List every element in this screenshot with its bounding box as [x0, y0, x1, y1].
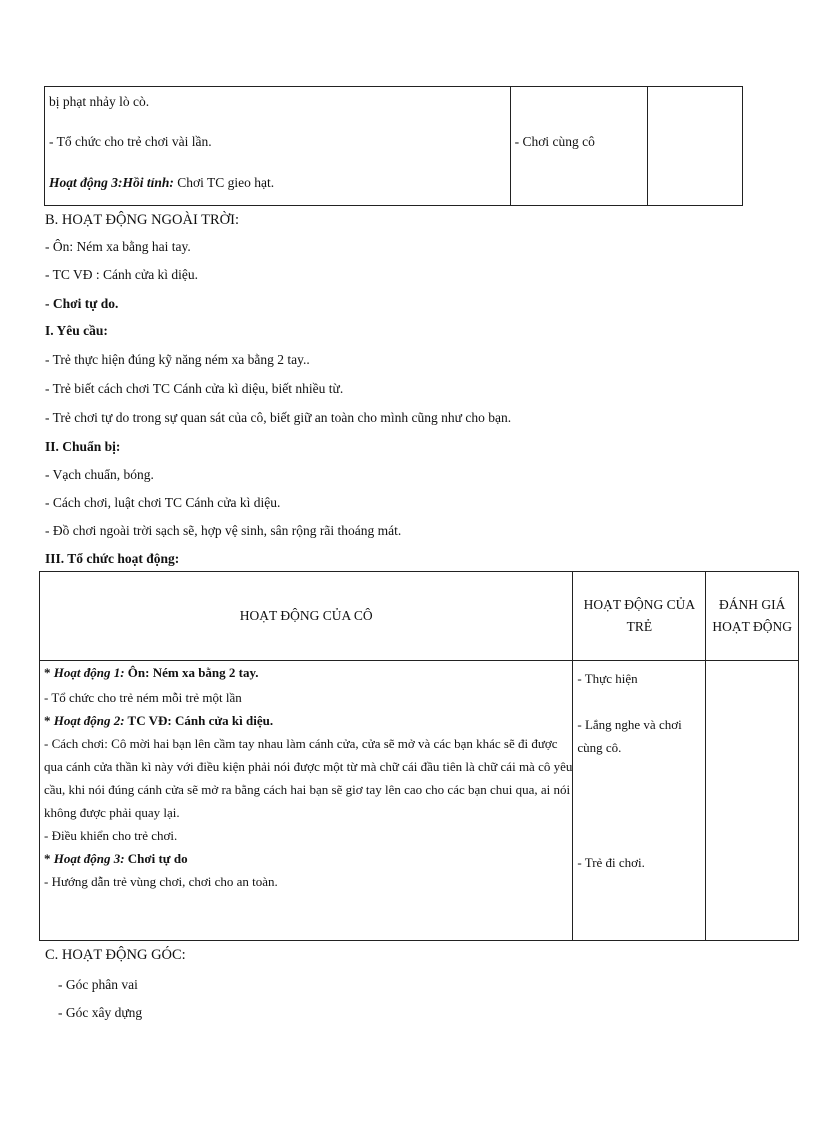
top-line-2: - Tổ chức cho trẻ chơi vài lần.: [49, 134, 212, 149]
star: *: [44, 851, 54, 866]
teacher-line-9: [40, 849, 572, 868]
requirement-item-2: - Trẻ biết cách chơi TC Cánh cửa kì diệu, biết nhiều từ.: [45, 381, 344, 396]
teacher-line-8: - Điều khiển cho trẻ chơi.: [44, 828, 178, 843]
top-activity-table: [44, 86, 743, 206]
child-line-3: [573, 692, 705, 711]
section-b-item-2: - TC VĐ : Cánh cửa kì diệu.: [45, 267, 199, 282]
section-c-item-2: - Góc xây dựng: [58, 1005, 143, 1020]
top-table-teacher-cell: [45, 87, 511, 206]
activity-3-label: Hoạt động 3:: [53, 851, 125, 866]
section-b-item-1: - Ôn: Ném xa bằng hai tay.: [45, 239, 191, 254]
teacher-line-3: [40, 711, 572, 730]
header-eval: [706, 572, 799, 661]
teacher-line-10: - Hướng dẫn trẻ vùng chơi, chơi cho an toàn.: [44, 874, 278, 889]
main-activity-table: [39, 571, 799, 941]
activity-1-label: Hoạt động 1:: [53, 665, 125, 680]
header-eval-line1: ĐÁNH GIÁ: [719, 597, 786, 612]
star: *: [44, 665, 54, 680]
teacher-line-4: - Cách chơi: Cô mời hai bạn lên cầm tay nhau làm cánh cửa, cửa sẽ mở và các bạn khác sẽ đi được: [44, 736, 558, 751]
teacher-line-1: [40, 663, 572, 682]
header-child-line2: TRẺ: [626, 619, 653, 634]
requirement-item-1: - Trẻ thực hiện đúng kỹ năng ném xa bằng 2 tay..: [45, 352, 310, 367]
activity-2-label: Hoạt động 2:: [53, 713, 125, 728]
section-b-item-3: - Chơi tự do.: [45, 296, 119, 311]
header-teacher: [40, 572, 573, 661]
child-line-4: - Lắng nghe và chơi: [577, 717, 682, 732]
preparation-item-1: - Vạch chuẩn, bóng.: [45, 467, 154, 482]
top-child-text: - Chơi cùng cô: [514, 134, 595, 149]
child-line-9: [573, 830, 705, 849]
section-c-heading: C. HOẠT ĐỘNG GÓC:: [45, 947, 186, 963]
requirement-item-3: - Trẻ chơi tự do trong sự quan sát của cô, biết giữ an toàn cho mình cũng như cho bạn.: [45, 410, 512, 425]
organization-heading: III. Tổ chức hoạt động:: [45, 551, 180, 566]
header-child-line1: HOẠT ĐỘNG CỦA: [583, 597, 696, 612]
activity-3-title: Chơi tự do: [124, 851, 188, 866]
child-line-10: - Trẻ đi chơi.: [577, 855, 645, 870]
top-table-child-cell: [510, 87, 648, 206]
activity-3-label: Hoạt động 3:Hồi tỉnh:: [49, 175, 174, 190]
child-line-7: [573, 784, 705, 803]
top-table-eval-cell: [648, 87, 743, 206]
child-line-5: cùng cô.: [577, 740, 622, 755]
teacher-activity-cell: [40, 661, 573, 941]
activity-1-title: Ôn: Ném xa bằng 2 tay.: [124, 665, 259, 680]
requirements-heading: I. Yêu cầu:: [45, 323, 108, 338]
top-line-1: bị phạt nhảy lò cò.: [49, 94, 150, 109]
child-line-2: - Thực hiện: [577, 671, 638, 686]
child-activity-cell: [573, 661, 706, 941]
preparation-item-3: - Đồ chơi ngoài trời sạch sẽ, hợp vệ sinh, sân rộng rãi thoáng mát.: [45, 523, 402, 538]
evaluation-cell: [706, 661, 799, 941]
preparation-item-2: - Cách chơi, luật chơi TC Cánh cửa kì diệu.: [45, 495, 281, 510]
header-child: [573, 572, 706, 661]
section-b-heading: B. HOẠT ĐỘNG NGOÀI TRỜI:: [45, 212, 240, 228]
header-eval-line2: HOẠT ĐỘNG: [712, 619, 792, 634]
activity-3-text: Chơi TC gieo hạt.: [173, 175, 275, 190]
header-teacher-text: HOẠT ĐỘNG CỦA CÔ: [239, 608, 373, 623]
teacher-line-7: không được phải quay lại.: [44, 805, 180, 820]
top-line-3: [49, 174, 274, 192]
teacher-line-2: - Tổ chức cho trẻ ném mỗi trẻ một lần: [44, 690, 242, 705]
teacher-line-6: cầu, khi nói đúng cánh cửa sẽ mở ra bằng cách hai bạn sẽ giơ tay lên cao cho các bạn chui qua, ai nói: [44, 782, 571, 797]
child-line-8: [573, 807, 705, 826]
preparation-heading: II. Chuẩn bị:: [45, 439, 121, 454]
child-line-6: [573, 761, 705, 780]
star: *: [44, 713, 54, 728]
teacher-line-5: qua cánh cửa thần kì này với điều kiện phải nói được một từ mà chữ cái đầu tiên là chữ cái mà cô yêu: [44, 759, 573, 774]
section-c-item-1: - Góc phân vai: [58, 977, 138, 992]
activity-2-title: TC VĐ: Cánh cửa kì diệu.: [124, 713, 274, 728]
